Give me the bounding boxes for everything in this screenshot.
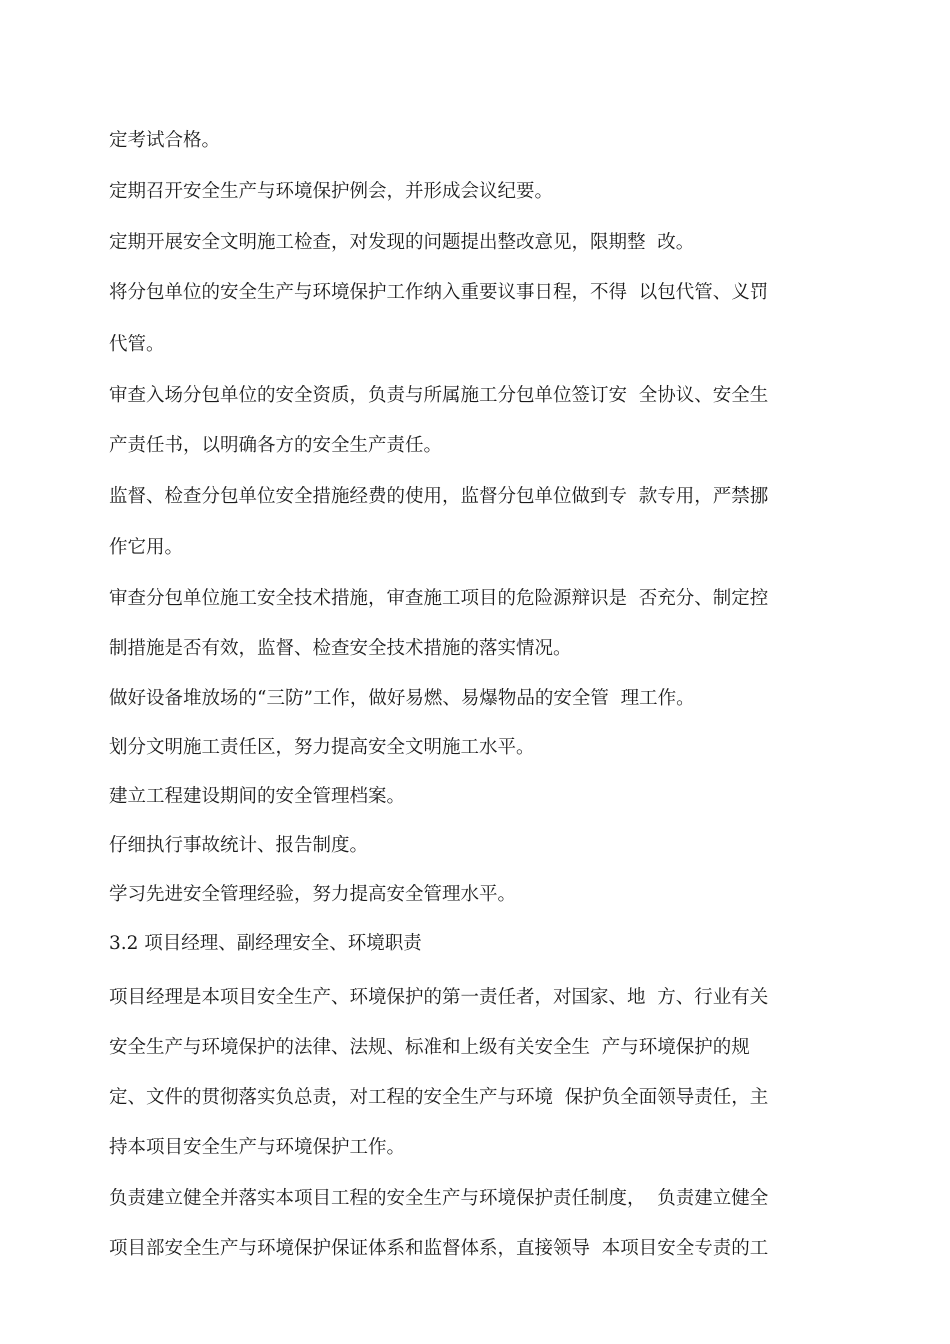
text-line: 制措施是否有效，监督、检查安全技术措施的落实情况。	[109, 638, 572, 659]
text-line: 定、文件的贯彻落实负总责，对工程的安全生产与环境 保护负全面领导责任，主	[109, 1087, 769, 1108]
section-heading: 3.2 项目经理、副经理安全、环境职责	[109, 933, 422, 954]
text-line: 持本项目安全生产与环境保护工作。	[109, 1137, 406, 1158]
text-line: 代管。	[109, 334, 165, 355]
text-line: 监督、检查分包单位安全措施经费的使用，监督分包单位做到专 款专用，严禁挪	[109, 486, 769, 507]
text-line: 定期开展安全文明施工检查，对发现的问题提出整改意见，限期整 改。	[109, 232, 695, 253]
text-line: 项目部安全生产与环境保护保证体系和监督体系，直接领导 本项目安全专责的工	[109, 1238, 769, 1259]
text-line: 定考试合格。	[109, 130, 221, 151]
text-line: 作它用。	[109, 537, 184, 558]
text-line: 学习先进安全管理经验，努力提高安全管理水平。	[109, 884, 517, 905]
text-line: 划分文明施工责任区，努力提高安全文明施工水平。	[109, 737, 535, 758]
text-line: 审查分包单位施工安全技术措施，审查施工项目的危险源辩识是 否充分、制定控	[109, 588, 769, 609]
text-line: 将分包单位的安全生产与环境保护工作纳入重要议事日程，不得 以包代管、义罚	[109, 282, 769, 303]
text-line: 安全生产与环境保护的法律、法规、标准和上级有关安全生 产与环境保护的规	[109, 1037, 750, 1058]
text-line: 产责任书，以明确各方的安全生产责任。	[109, 435, 443, 456]
text-line: 审查入场分包单位的安全资质，负责与所属施工分包单位签订安 全协议、安全生	[109, 385, 769, 406]
text-line: 仔细执行事故统计、报告制度。	[109, 835, 369, 856]
text-line: 项目经理是本项目安全生产、环境保护的第一责任者，对国家、地 方、行业有关	[109, 987, 769, 1008]
text-line: 定期召开安全生产与环境保护例会，并形成会议纪要。	[109, 181, 554, 202]
text-line: 做好设备堆放场的“三防”工作，做好易燃、易爆物品的安全管 理工作。	[109, 688, 695, 709]
text-line: 负责建立健全并落实本项目工程的安全生产与环境保护责任制度， 负责建立健全	[109, 1188, 769, 1209]
text-line: 建立工程建设期间的安全管理档案。	[109, 786, 406, 807]
